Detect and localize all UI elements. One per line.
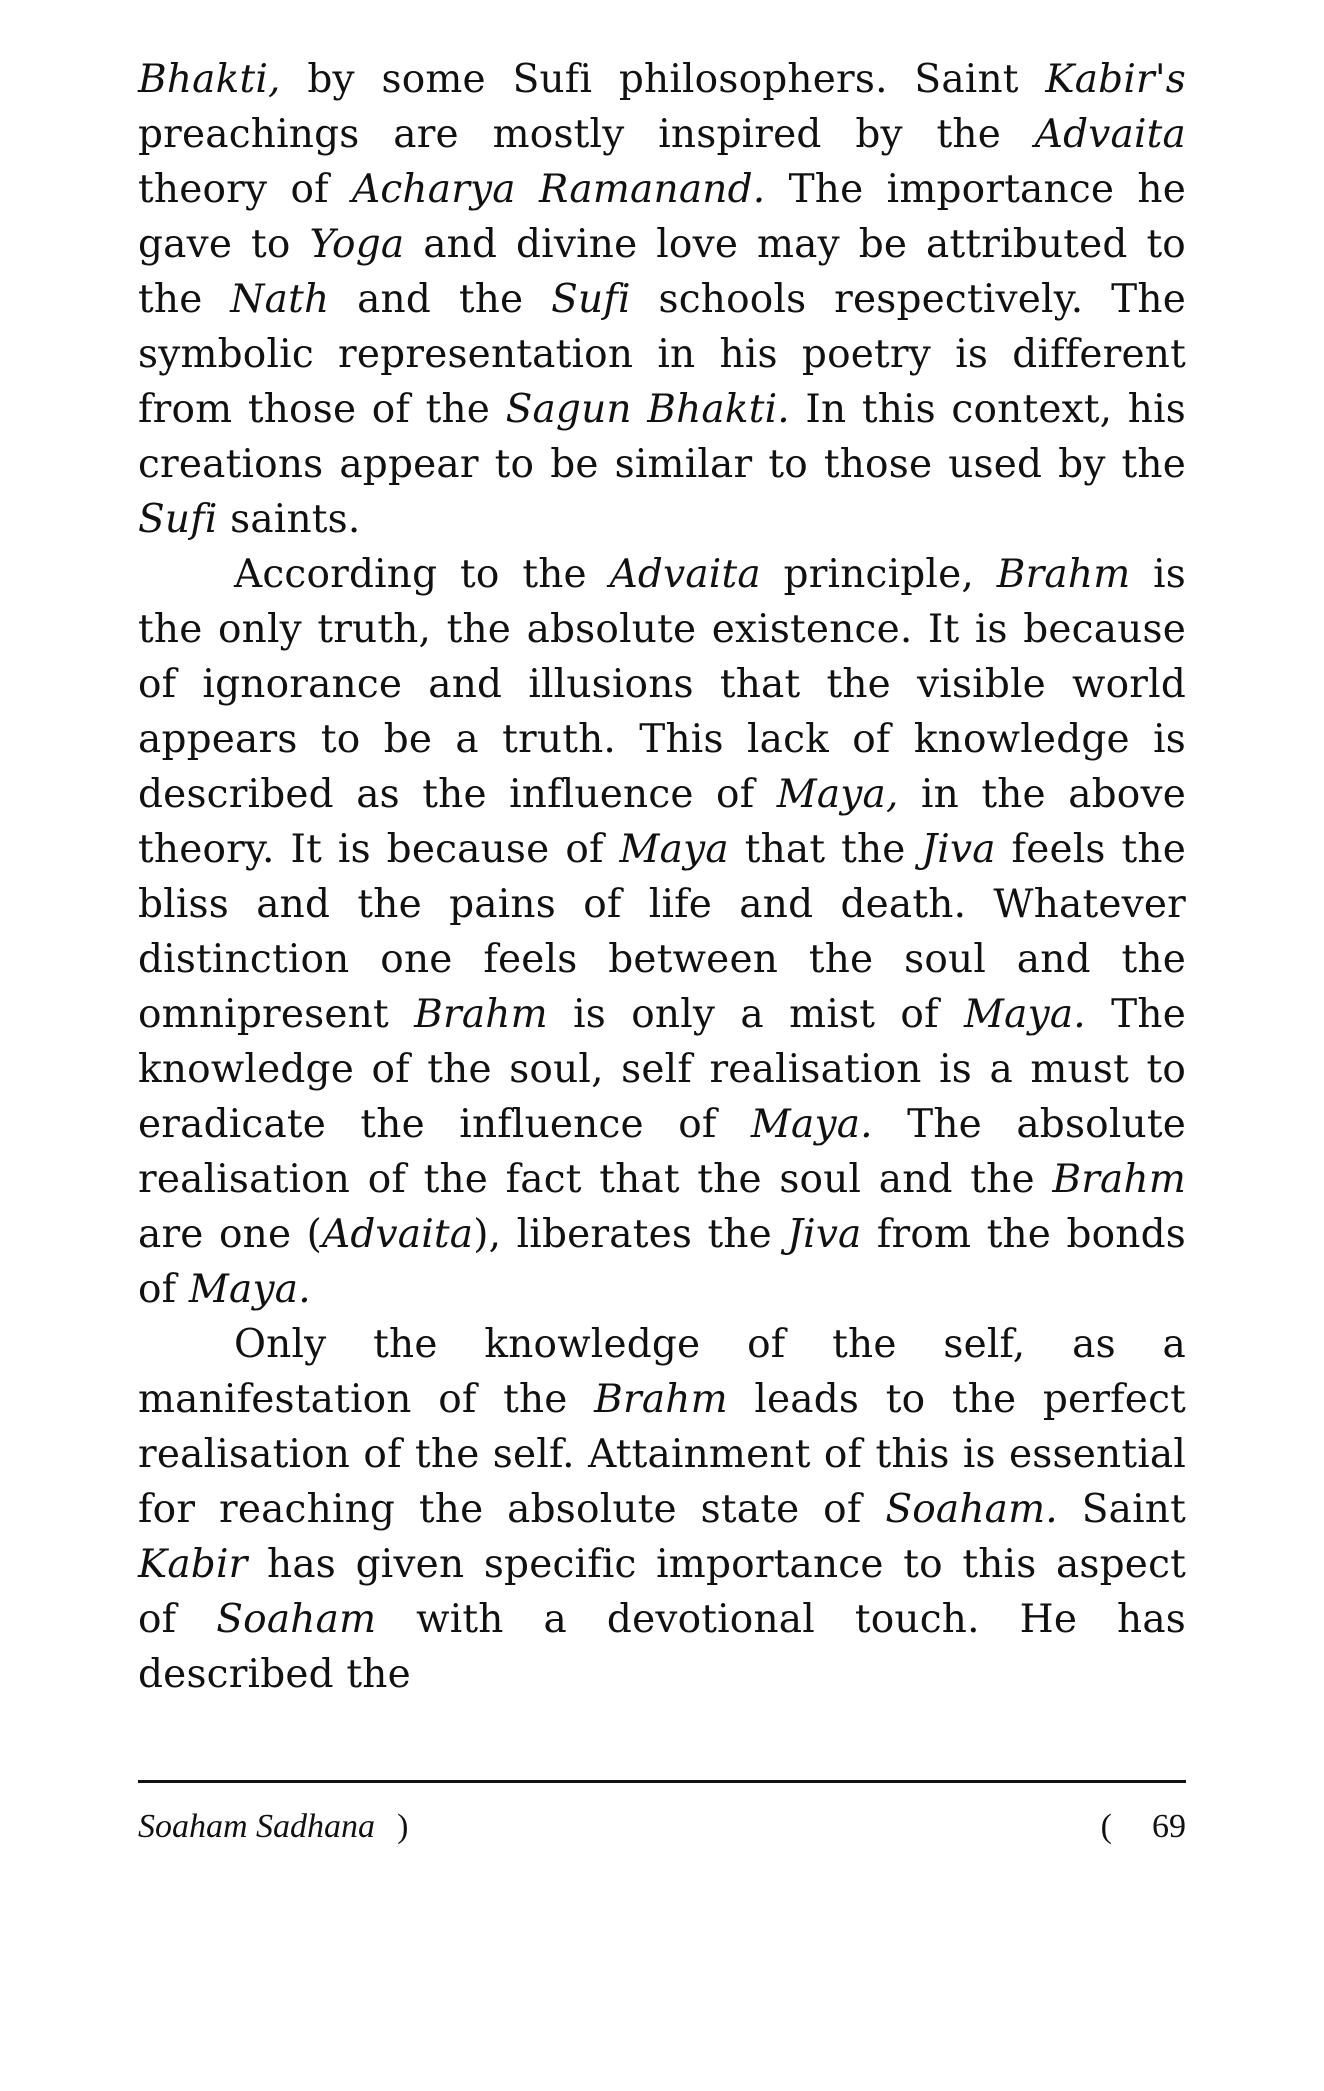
book-title: Soaham Sadhana xyxy=(138,1808,376,1845)
text-run: are one ( xyxy=(138,1212,323,1257)
paragraph xyxy=(138,547,1186,1317)
italic-term: Kabir xyxy=(138,1542,248,1587)
italic-term: Maya xyxy=(619,827,729,872)
italic-term: Jiva xyxy=(921,827,996,872)
text-run: and the xyxy=(329,277,552,322)
text-run: The importance he gave to xyxy=(138,167,1186,267)
italic-term: Brahm xyxy=(996,552,1131,597)
italic-term: Maya. xyxy=(750,1102,873,1147)
text-run: leads to the perfect realisation of the self. Attainment of this is essential for reaching the absolute state of xyxy=(138,1377,1186,1532)
text-run: that the xyxy=(728,827,922,872)
italic-term: Sagun Bhakti. xyxy=(505,387,790,432)
text-run: According to the xyxy=(234,552,610,597)
paragraph xyxy=(138,52,1186,547)
text-run: ), liberates the xyxy=(473,1212,788,1257)
page-footer xyxy=(138,1808,1186,1858)
footer-rule xyxy=(138,1780,1186,1783)
text-run: Only the knowledge of the self, as a manifestation of the xyxy=(138,1322,1186,1422)
footer-left xyxy=(138,1808,408,1846)
italic-term: Soaham xyxy=(216,1597,377,1642)
text-run: In this context, his creations appear to be similar to those used by the xyxy=(138,387,1186,487)
italic-term: Brahm xyxy=(1052,1157,1186,1202)
italic-term: Advaita xyxy=(322,1212,474,1257)
paragraph xyxy=(138,1317,1186,1702)
italic-term: Sufi xyxy=(551,277,631,322)
text-run: with a devotional touch. He has described the xyxy=(138,1597,1186,1697)
text-run: The absolute realisation of the fact that the soul and the xyxy=(138,1102,1186,1202)
italic-term: Nath xyxy=(230,277,330,322)
italic-term: Sufi xyxy=(138,497,218,542)
text-run: principle, xyxy=(760,552,997,597)
text-run: schools respectively. The symbolic representation in his poetry is different from those of the xyxy=(138,277,1186,432)
text-run: The knowledge of the soul, self realisation is a must to eradicate the influence of xyxy=(138,992,1186,1147)
italic-term: Maya. xyxy=(188,1267,311,1312)
text-run: preachings are mostly inspired by the xyxy=(138,112,1035,157)
text-run: and divine love may be attributed to the xyxy=(138,222,1186,322)
text-run: is the only truth, the absolute existence. It is because of ignorance and illusions that the visible world appears to be a truth. This lack of knowledge is described as the influence of xyxy=(138,552,1187,817)
italic-term: Soaham. xyxy=(885,1487,1058,1532)
text-run: in the above theory. It is because of xyxy=(138,772,1186,872)
italic-term: Kabir's xyxy=(1045,57,1186,102)
text-run: saints. xyxy=(217,497,361,542)
italic-term: Acharya Ramanand. xyxy=(352,167,766,212)
italic-term: Brahm xyxy=(594,1377,728,1422)
italic-term: Maya. xyxy=(964,992,1086,1037)
text-run: has given specific importance to this aspect of xyxy=(138,1542,1186,1642)
italic-term: Jiva xyxy=(787,1212,862,1257)
italic-term: Bhakti, xyxy=(138,57,281,102)
footer-right-paren: ( xyxy=(1100,1808,1112,1845)
italic-term: Maya, xyxy=(776,772,899,817)
italic-term: Advaita xyxy=(1034,112,1186,157)
page-number: 69 xyxy=(1152,1808,1186,1845)
footer-right xyxy=(1101,1808,1186,1846)
text-run: feels the bliss and the pains of life and death. Whatever distinction one feels between the soul and the omnipresent xyxy=(138,827,1187,1037)
text-run: by some Sufi philosophers. Saint xyxy=(280,57,1046,102)
italic-term: Yoga xyxy=(309,222,405,267)
text-run: theory of xyxy=(138,167,353,212)
text-run: is only a mist of xyxy=(547,992,964,1037)
text-run: Saint xyxy=(1057,1487,1186,1532)
page-body xyxy=(138,52,1186,1702)
footer-left-paren: ) xyxy=(397,1808,409,1845)
text-run: from the bonds of xyxy=(138,1212,1186,1312)
italic-term: Brahm xyxy=(414,992,548,1037)
italic-term: Advaita xyxy=(609,552,761,597)
